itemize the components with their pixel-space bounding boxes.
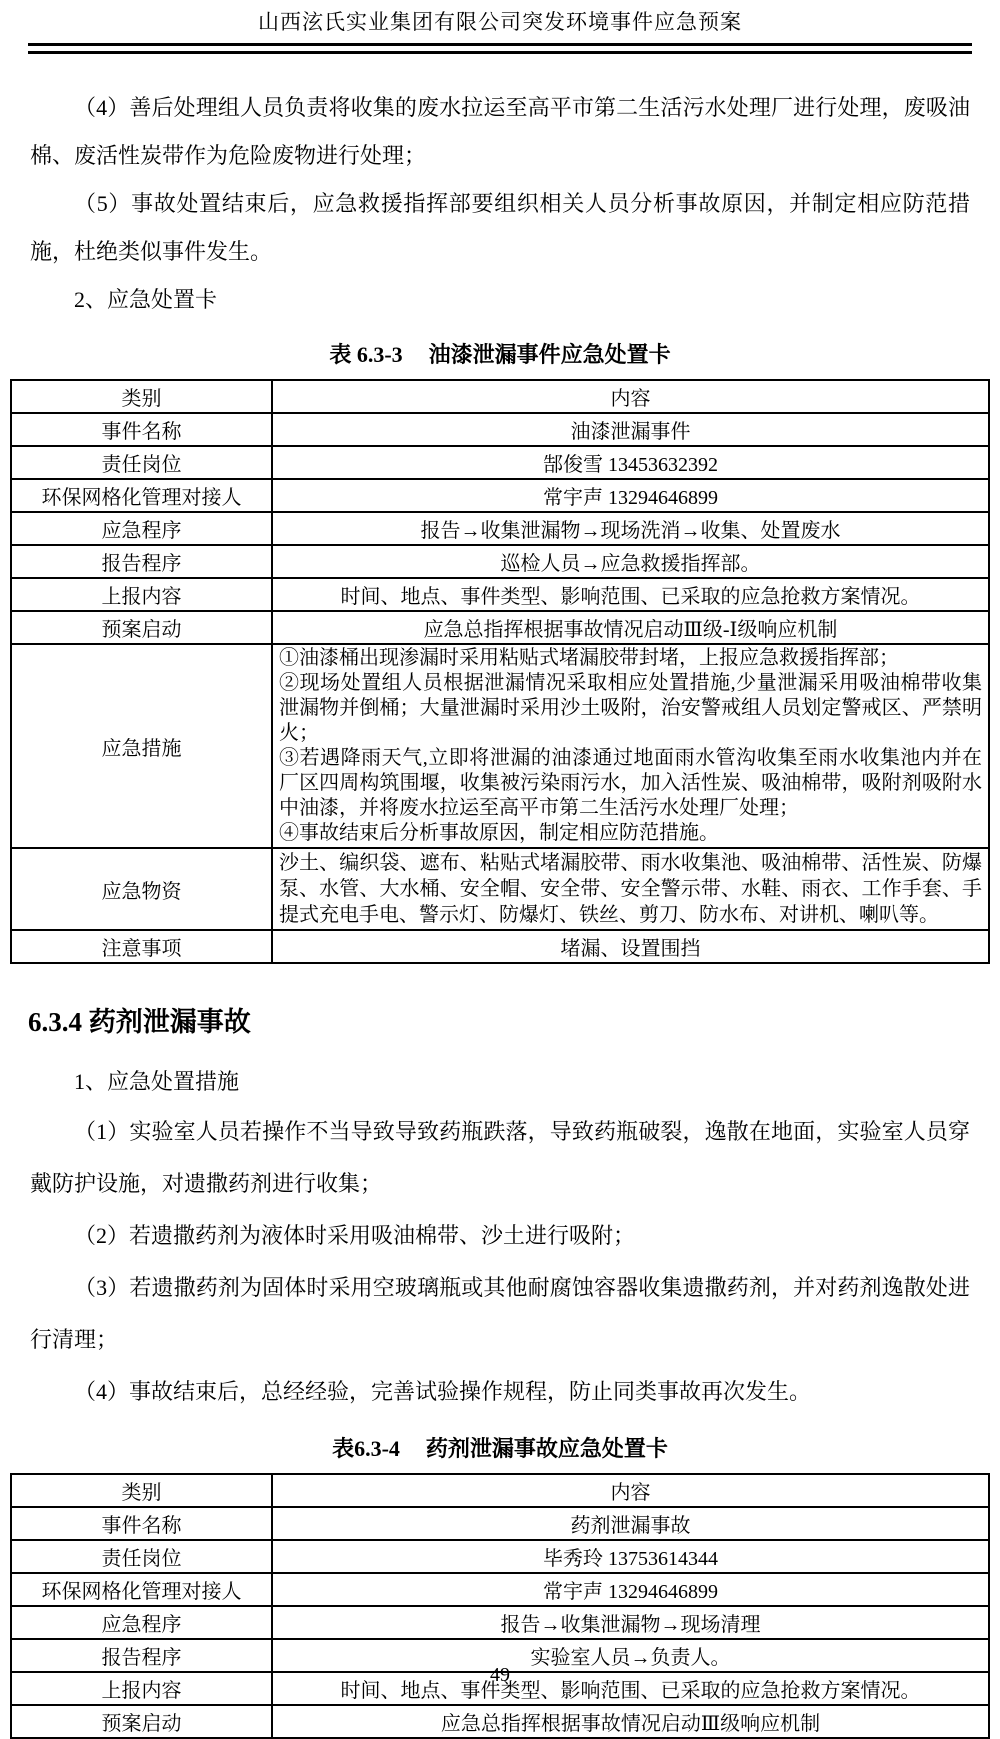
measure-step-1: ①油漆桶出现渗漏时采用粘贴式堵漏胶带封堵，上报应急救援指挥部；	[279, 647, 899, 669]
table-row	[11, 1606, 989, 1639]
row-content-cell: 报告→收集泄漏物→现场清理	[272, 1606, 989, 1639]
section-heading-6-3-4: 6.3.4 药剂泄漏事故	[28, 1007, 251, 1037]
page-number: 49	[490, 1664, 510, 1686]
row-label-cell: 责任岗位	[11, 1540, 272, 1573]
table-row	[11, 446, 989, 479]
row-label-cell: 应急程序	[11, 1606, 272, 1639]
table-row-measures	[11, 644, 989, 848]
table-row	[11, 611, 989, 644]
row-content-cell: 巡检人员→应急救援指挥部。	[272, 545, 989, 578]
row-content-cell: 应急总指挥根据事故情况启动Ⅲ级-Ⅰ级响应机制	[272, 611, 989, 644]
measure-step-3: ③若遇降雨天气,立即将泄漏的油漆通过地面雨水管沟收集至雨水收集池内并在厂区四周构筑围堰，收集被污染雨污水，加入活性炭、吸油棉带，吸附剂吸附水中油漆，并将废水拉运至高平市第二生活污水处理厂处理；	[279, 747, 982, 819]
row-content-cell: 药剂泄漏事故	[272, 1507, 989, 1540]
table2-header-category: 类别	[11, 1474, 272, 1507]
table-row	[11, 1705, 989, 1738]
table-row	[11, 1474, 989, 1507]
row-label-cell: 事件名称	[11, 1507, 272, 1540]
row-content-cell	[272, 644, 989, 848]
table1-header-content: 内容	[272, 380, 989, 413]
table1-caption-number: 表 6.3-3	[329, 342, 403, 367]
table2-caption	[0, 1432, 1000, 1463]
table-row	[11, 413, 989, 446]
paint-leak-card-table	[10, 379, 990, 964]
row-label-cell: 注意事项	[11, 930, 272, 963]
row-label-cell: 上报内容	[11, 578, 272, 611]
table-row-supplies	[11, 848, 989, 930]
row-label-cell: 预案启动	[11, 1705, 272, 1738]
section-item-1: （1）实验室人员若操作不当导致导致药瓶跌落，导致药瓶破裂，逸散在地面，实验室人员穿戴防护设施，对遗撒药剂进行收集；	[30, 1119, 970, 1196]
table2-header-content: 内容	[272, 1474, 989, 1507]
row-content-cell: 时间、地点、事件类型、影响范围、已采取的应急抢救方案情况。	[272, 1672, 989, 1705]
row-label-cell: 责任岗位	[11, 446, 272, 479]
row-content-cell: 堵漏、设置围挡	[272, 930, 989, 963]
row-label-cell: 事件名称	[11, 413, 272, 446]
row-content-cell: 毕秀玲 13753614344	[272, 1540, 989, 1573]
header-divider-rule	[28, 43, 972, 54]
row-label-cell: 环保网格化管理对接人	[11, 1573, 272, 1606]
row-content-cell: 应急总指挥根据事故情况启动Ⅲ级响应机制	[272, 1705, 989, 1738]
table2-caption-number: 表6.3-4	[332, 1436, 400, 1461]
table-row	[11, 578, 989, 611]
row-label-cell: 报告程序	[11, 1639, 272, 1672]
paragraph-4: （4）善后处理组人员负责将收集的废水拉运至高平市第二生活污水处理厂进行处理，废吸油棉、废活性炭带作为危险废物进行处理；	[30, 95, 970, 168]
section-item-4: （4）事故结束后，总经经验，完善试验操作规程，防止同类事故再次发生。	[74, 1379, 812, 1404]
measure-step-2: ②现场处置组人员根据泄漏情况采取相应处置措施,少量泄漏采用吸油棉带收集泄漏物并倒桶；大量泄漏时采用沙土吸附，治安警戒组人员划定警戒区、严禁明火；	[279, 672, 982, 744]
row-content-cell: 报告→收集泄漏物→现场洗消→收集、处置废水	[272, 512, 989, 545]
row-label-cell: 环保网格化管理对接人	[11, 479, 272, 512]
table1-caption	[0, 338, 1000, 369]
row-label-cell: 报告程序	[11, 545, 272, 578]
table-row	[11, 1540, 989, 1573]
row-content-cell: 郜俊雪 13453632392	[272, 446, 989, 479]
section-item-2: （2）若遗撒药剂为液体时采用吸油棉带、沙土进行吸附；	[74, 1223, 636, 1248]
table-row	[11, 1507, 989, 1540]
table-row	[11, 1573, 989, 1606]
row-label-cell: 预案启动	[11, 611, 272, 644]
row-content-cell: 常宇声 13294646899	[272, 479, 989, 512]
sub-heading-measures: 1、应急处置措施	[74, 1069, 240, 1094]
row-content-cell: 时间、地点、事件类型、影响范围、已采取的应急抢救方案情况。	[272, 578, 989, 611]
row-content-cell: 常宇声 13294646899	[272, 1573, 989, 1606]
table1-caption-title: 油漆泄漏事件应急处置卡	[428, 342, 671, 367]
table-row	[11, 380, 989, 413]
row-content-cell: 油漆泄漏事件	[272, 413, 989, 446]
table1-header-category: 类别	[11, 380, 272, 413]
row-label-cell: 上报内容	[11, 1672, 272, 1705]
table-row	[11, 512, 989, 545]
measure-step-4: ④事故结束后分析事故原因，制定相应防范措施。	[279, 822, 719, 844]
row-content-cell: 实验室人员→负责人。	[272, 1639, 989, 1672]
row-label-cell: 应急措施	[11, 644, 272, 848]
table-row	[11, 545, 989, 578]
section-item-3: （3）若遗撒药剂为固体时采用空玻璃瓶或其他耐腐蚀容器收集遗撒药剂，并对药剂逸散处进行清理；	[30, 1275, 970, 1352]
row-label-cell: 应急物资	[11, 848, 272, 930]
table-row	[11, 930, 989, 963]
card-list-heading: 2、应急处置卡	[74, 287, 218, 312]
paragraph-5: （5）事故处置结束后，应急救援指挥部要组织相关人员分析事故原因，并制定相应防范措施，杜绝类似事件发生。	[30, 191, 970, 264]
table-row	[11, 479, 989, 512]
document-header-title: 山西泫氏实业集团有限公司突发环境事件应急预案	[258, 10, 742, 34]
section-paragraphs	[30, 1106, 970, 1418]
row-content-cell	[272, 848, 989, 930]
intro-paragraphs	[30, 84, 970, 324]
table2-caption-title: 药剂泄漏事故应急处置卡	[425, 1436, 668, 1461]
chemical-leak-card-table	[10, 1473, 990, 1739]
row-label-cell: 应急程序	[11, 512, 272, 545]
supplies-list-text: 沙土、编织袋、遮布、粘贴式堵漏胶带、雨水收集池、吸油棉带、活性炭、防爆泵、水管、大水桶、安全帽、安全带、安全警示带、水鞋、雨衣、工作手套、手提式充电手电、警示灯、防爆灯、铁丝、剪刀、防水布、对讲机、喇叭等。	[279, 852, 982, 926]
